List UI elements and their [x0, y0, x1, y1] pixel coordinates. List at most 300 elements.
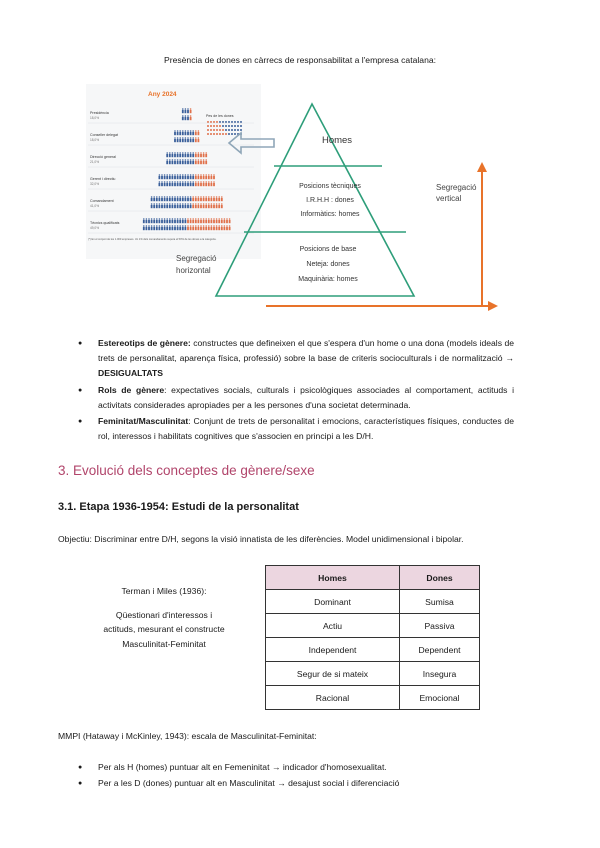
terman-title: Terman i Miles (1936):	[121, 586, 207, 596]
person-icon	[177, 137, 179, 139]
person-icon	[213, 205, 215, 208]
header-homes: Homes	[266, 566, 400, 590]
person-icon	[187, 139, 189, 142]
person-icon	[156, 196, 158, 198]
person-icon	[190, 139, 192, 142]
person-icon	[153, 225, 155, 227]
person-icon	[159, 220, 161, 223]
legend-dot	[216, 133, 218, 135]
person-icon	[153, 218, 155, 220]
person-icon	[192, 152, 194, 154]
person-icon	[146, 225, 148, 227]
person-icon	[208, 220, 210, 223]
person-icon	[190, 161, 192, 164]
person-icon	[166, 181, 168, 183]
person-icon	[172, 183, 174, 186]
infographic-year: Any 2024	[148, 91, 177, 98]
person-icon	[195, 132, 197, 135]
legend-dot	[210, 133, 212, 135]
legend-dot	[237, 125, 239, 127]
table-row	[266, 662, 480, 686]
person-icon	[200, 196, 202, 198]
pyramid-middle-line-3: Informàtics: homes	[300, 211, 360, 218]
person-icon	[185, 110, 187, 113]
person-icon	[153, 227, 155, 230]
person-icon	[169, 218, 171, 220]
person-icon	[153, 205, 155, 208]
person-icon	[179, 196, 181, 198]
person-icon	[169, 227, 171, 230]
person-icon	[218, 203, 220, 205]
person-icon	[192, 176, 194, 179]
person-icon	[161, 220, 163, 223]
person-icon	[185, 115, 187, 117]
person-icon	[187, 110, 189, 113]
person-icon	[190, 137, 192, 139]
person-icon	[187, 196, 189, 198]
infographic-row-value: 49,0%	[90, 226, 100, 230]
legend-dot	[231, 121, 233, 123]
person-icon	[182, 174, 184, 176]
person-icon	[172, 220, 174, 223]
terman-block	[84, 584, 244, 651]
person-icon	[182, 139, 184, 142]
person-icon	[185, 154, 187, 157]
legend-dot	[231, 125, 233, 127]
person-icon	[208, 174, 210, 176]
person-icon	[192, 220, 194, 223]
person-icon	[185, 218, 187, 220]
mmpi-list	[78, 760, 514, 792]
person-icon	[143, 218, 145, 220]
person-icon	[169, 176, 171, 179]
legend-dot	[207, 125, 209, 127]
person-icon	[182, 130, 184, 132]
person-icon	[161, 181, 163, 183]
person-icon	[224, 225, 226, 227]
term: Feminitat/Masculinitat	[98, 416, 189, 427]
person-icon	[205, 198, 207, 201]
legend-dot	[222, 129, 224, 131]
person-icon	[187, 176, 189, 179]
person-icon	[192, 130, 194, 132]
person-icon	[200, 152, 202, 154]
person-icon	[221, 196, 223, 198]
person-icon	[187, 115, 189, 117]
person-icon	[182, 181, 184, 183]
person-icon	[221, 225, 223, 227]
person-icon	[164, 176, 166, 179]
traits-table	[265, 565, 480, 710]
person-icon	[185, 152, 187, 154]
person-icon	[179, 159, 181, 161]
person-icon	[226, 220, 228, 223]
cell-dones: Emocional	[400, 686, 480, 710]
segregation-figure	[84, 80, 504, 318]
table-row	[266, 686, 480, 710]
person-icon	[172, 152, 174, 154]
person-icon	[164, 225, 166, 227]
person-icon	[200, 205, 202, 208]
person-icon	[195, 181, 197, 183]
person-icon	[198, 181, 200, 183]
table-row	[266, 614, 480, 638]
infographic-row-label: Tècnics qualificats	[90, 221, 120, 225]
person-icon	[198, 154, 200, 157]
person-icon	[174, 130, 176, 132]
person-icon	[174, 227, 176, 230]
definitions-list	[78, 336, 514, 445]
person-icon	[195, 137, 197, 139]
person-icon	[211, 198, 213, 201]
person-icon	[179, 203, 181, 205]
legend-dot	[219, 133, 221, 135]
legend-dot	[219, 121, 221, 123]
person-icon	[208, 218, 210, 220]
person-icon	[190, 108, 192, 110]
infographic-row-value: 18,0%	[90, 138, 100, 142]
person-icon	[174, 154, 176, 157]
person-icon	[190, 159, 192, 161]
infographic-row-value: 41,0%	[90, 204, 100, 208]
person-icon	[166, 174, 168, 176]
person-icon	[208, 198, 210, 201]
infographic-panel	[86, 84, 261, 259]
legend-dot	[222, 125, 224, 127]
person-icon	[203, 159, 205, 161]
person-icon	[182, 196, 184, 198]
legend-dot	[216, 129, 218, 131]
person-icon	[218, 220, 220, 223]
person-icon	[177, 130, 179, 132]
person-icon	[179, 137, 181, 139]
person-icon	[218, 225, 220, 227]
person-icon	[190, 196, 192, 198]
person-icon	[192, 154, 194, 157]
cell-dones: Passiva	[400, 614, 480, 638]
cell-dones: Sumisa	[400, 590, 480, 614]
person-icon	[203, 220, 205, 223]
legend-dot	[234, 129, 236, 131]
person-icon	[218, 227, 220, 230]
person-icon	[187, 183, 189, 186]
person-icon	[146, 220, 148, 223]
person-icon	[187, 108, 189, 110]
person-icon	[182, 203, 184, 205]
person-icon	[177, 139, 179, 142]
person-icon	[216, 227, 218, 230]
term: Rols de gènere	[98, 384, 165, 395]
infographic-row-label: Comandament	[90, 199, 114, 203]
infographic-row-label: Conseller delegat	[90, 133, 118, 137]
person-icon	[166, 159, 168, 161]
person-icon	[172, 181, 174, 183]
person-icon	[229, 218, 231, 220]
person-icon	[179, 220, 181, 223]
person-icon	[159, 183, 161, 186]
person-icon	[156, 227, 158, 230]
legend-dot	[222, 133, 224, 135]
person-icon	[213, 203, 215, 205]
cell-dones: Dependent	[400, 638, 480, 662]
infographic-row-label: Presidència	[90, 111, 109, 115]
person-icon	[164, 181, 166, 183]
person-icon	[182, 132, 184, 135]
person-icon	[213, 176, 215, 179]
person-icon	[208, 176, 210, 179]
person-icon	[187, 225, 189, 227]
person-icon	[156, 218, 158, 220]
pyramid-top-label: Homes	[321, 135, 353, 146]
person-icon	[211, 181, 213, 183]
person-icon	[221, 218, 223, 220]
objective-text: Objectiu: Discriminar entre D/H, segons la visió innatista de les diferències. Model unidimensional i bipolar.	[58, 534, 464, 544]
person-icon	[174, 159, 176, 161]
definition-stereotypes	[78, 336, 514, 382]
person-icon	[182, 218, 184, 220]
person-icon	[198, 176, 200, 179]
person-icon	[169, 159, 171, 161]
person-icon	[190, 205, 192, 208]
legend-dot	[231, 129, 233, 131]
legend-dot	[240, 121, 242, 123]
person-icon	[192, 227, 194, 230]
person-icon	[218, 205, 220, 208]
person-icon	[205, 225, 207, 227]
person-icon	[213, 181, 215, 183]
person-icon	[200, 220, 202, 223]
person-icon	[166, 161, 168, 164]
person-icon	[177, 132, 179, 135]
person-icon	[218, 198, 220, 201]
person-icon	[216, 198, 218, 201]
horizontal-label-1: Segregació	[176, 254, 217, 263]
person-icon	[198, 152, 200, 154]
person-icon	[164, 183, 166, 186]
person-icon	[159, 225, 161, 227]
person-icon	[208, 203, 210, 205]
person-icon	[218, 218, 220, 220]
person-icon	[143, 227, 145, 230]
person-icon	[153, 220, 155, 223]
person-icon	[198, 130, 200, 132]
person-icon	[164, 174, 166, 176]
person-icon	[198, 218, 200, 220]
person-icon	[192, 139, 194, 142]
person-icon	[203, 152, 205, 154]
infographic-row-label: Direcció general	[90, 155, 116, 159]
person-icon	[211, 203, 213, 205]
person-icon	[203, 225, 205, 227]
person-icon	[185, 183, 187, 186]
person-icon	[198, 174, 200, 176]
person-icon	[205, 196, 207, 198]
person-icon	[156, 198, 158, 201]
legend-dot	[228, 129, 230, 131]
legend-dot	[210, 129, 212, 131]
person-icon	[200, 176, 202, 179]
person-icon	[190, 227, 192, 230]
person-icon	[185, 176, 187, 179]
person-icon	[198, 139, 200, 142]
person-icon	[166, 196, 168, 198]
person-icon	[190, 218, 192, 220]
person-icon	[211, 174, 213, 176]
person-icon	[164, 220, 166, 223]
person-icon	[187, 132, 189, 135]
person-icon	[216, 220, 218, 223]
person-icon	[161, 174, 163, 176]
person-icon	[213, 225, 215, 227]
person-icon	[151, 225, 153, 227]
person-icon	[164, 205, 166, 208]
person-icon	[169, 198, 171, 201]
person-icon	[179, 225, 181, 227]
person-icon	[179, 174, 181, 176]
person-icon	[195, 139, 197, 142]
person-icon	[169, 220, 171, 223]
person-icon	[179, 218, 181, 220]
legend-dot	[231, 133, 233, 135]
person-icon	[177, 159, 179, 161]
definition-femininity	[78, 414, 514, 444]
person-icon	[161, 176, 163, 179]
person-icon	[187, 220, 189, 223]
person-icon	[182, 110, 184, 113]
person-icon	[174, 225, 176, 227]
infographic-row-value: 18,0%	[90, 116, 100, 120]
person-icon	[177, 203, 179, 205]
person-icon	[203, 227, 205, 230]
person-icon	[190, 198, 192, 201]
person-icon	[208, 181, 210, 183]
person-icon	[195, 225, 197, 227]
person-icon	[195, 174, 197, 176]
person-icon	[159, 218, 161, 220]
person-icon	[153, 203, 155, 205]
person-icon	[216, 225, 218, 227]
person-icon	[205, 161, 207, 164]
legend-dot	[213, 133, 215, 135]
person-icon	[203, 218, 205, 220]
person-icon	[172, 196, 174, 198]
person-icon	[159, 198, 161, 201]
person-icon	[174, 161, 176, 164]
person-icon	[192, 225, 194, 227]
person-icon	[203, 181, 205, 183]
person-icon	[195, 203, 197, 205]
person-icon	[166, 176, 168, 179]
person-icon	[195, 183, 197, 186]
legend-dot	[210, 121, 212, 123]
person-icon	[166, 225, 168, 227]
person-icon	[205, 159, 207, 161]
person-icon	[211, 176, 213, 179]
person-icon	[205, 203, 207, 205]
person-icon	[182, 108, 184, 110]
person-icon	[156, 225, 158, 227]
person-icon	[174, 152, 176, 154]
person-icon	[195, 130, 197, 132]
person-icon	[161, 198, 163, 201]
person-icon	[203, 176, 205, 179]
person-icon	[143, 225, 145, 227]
person-icon	[177, 176, 179, 179]
legend-dot	[234, 133, 236, 135]
legend-dot	[228, 133, 230, 135]
person-icon	[151, 198, 153, 201]
cell-dones: Insegura	[400, 662, 480, 686]
person-icon	[187, 152, 189, 154]
person-icon	[169, 183, 171, 186]
legend-dot	[234, 125, 236, 127]
pyramid-bottom-line-2: Neteja: dones	[306, 261, 350, 268]
person-icon	[174, 132, 176, 135]
legend-dot	[228, 121, 230, 123]
person-icon	[156, 203, 158, 205]
person-icon	[229, 225, 231, 227]
person-icon	[192, 205, 194, 208]
person-icon	[187, 130, 189, 132]
cell-homes: Actiu	[266, 614, 400, 638]
cell-homes: Racional	[266, 686, 400, 710]
legend-dot	[240, 125, 242, 127]
person-icon	[200, 181, 202, 183]
legend-dot	[225, 121, 227, 123]
person-icon	[205, 205, 207, 208]
person-icon	[216, 203, 218, 205]
person-icon	[185, 225, 187, 227]
person-icon	[164, 198, 166, 201]
person-icon	[185, 205, 187, 208]
person-icon	[166, 198, 168, 201]
legend-dot	[210, 125, 212, 127]
mmpi-text: MMPI (Hataway i McKinley, 1943): escala de Masculinitat-Feminitat:	[58, 731, 317, 741]
legend-dot	[225, 129, 227, 131]
person-icon	[182, 152, 184, 154]
person-icon	[164, 218, 166, 220]
person-icon	[190, 181, 192, 183]
cell-homes: Segur de si mateix	[266, 662, 400, 686]
person-icon	[200, 154, 202, 157]
infographic-row-value: 21,0%	[90, 160, 100, 164]
person-icon	[146, 227, 148, 230]
person-icon	[198, 196, 200, 198]
person-icon	[185, 227, 187, 230]
person-icon	[177, 152, 179, 154]
person-icon	[185, 161, 187, 164]
person-icon	[190, 174, 192, 176]
person-icon	[190, 225, 192, 227]
list-item: ● Per a les D (dones) puntuar alt en Masculinitat → desajust social i diferenciació	[78, 776, 514, 791]
person-icon	[224, 227, 226, 230]
table-header-row	[266, 566, 480, 590]
person-icon	[182, 176, 184, 179]
person-icon	[213, 196, 215, 198]
person-icon	[190, 176, 192, 179]
person-icon	[166, 183, 168, 186]
person-icon	[182, 137, 184, 139]
person-icon	[185, 139, 187, 142]
person-icon	[205, 176, 207, 179]
person-icon	[187, 218, 189, 220]
pyramid-bottom-line-3: Maquinària: homes	[298, 276, 358, 283]
person-icon	[190, 110, 192, 113]
person-icon	[161, 183, 163, 186]
person-icon	[185, 108, 187, 110]
person-icon	[226, 218, 228, 220]
person-icon	[190, 117, 192, 120]
